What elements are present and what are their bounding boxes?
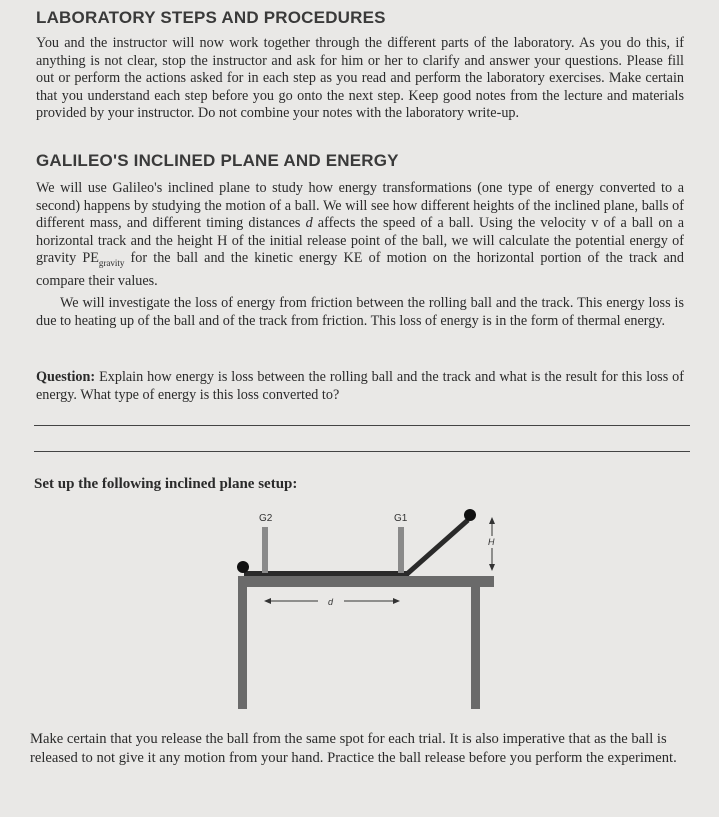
- galileo-p1-part-a: We will use Galileo's inclined plane to study how energy transformations (one type of energy converted to a second) happens by studying the motion of a ball. We will see how different heights of the inclined plane, balls of different mass, and different timing distances: [36, 180, 684, 232]
- gate-g1-label: G1: [394, 513, 408, 524]
- table-top: [238, 576, 494, 587]
- question-text: Explain how energy is loss between the rolling ball and the track and what is the result for this loss of energy. What type of energy is this loss converted to?: [36, 369, 684, 403]
- galileo-p1-part-b: affects the speed of a ball. Using the velocity v of a ball on a horizontal track and the height H of the initial release point of the ball, we will calculate the potential energy of gravity PE: [36, 215, 684, 267]
- inclined-plane-diagram: [230, 500, 510, 712]
- closing-paragraph: Make certain that you release the ball from the same spot for each trial. It is also imperative that as the ball is released to not give it any motion from your hand. Practice the ball release before you perform the experiment.: [30, 731, 677, 766]
- inclined-track: [407, 520, 468, 574]
- distance-arrow-head-right: [393, 598, 400, 604]
- galileo-paragraph-2: [36, 295, 684, 330]
- distance-label: d: [328, 597, 334, 607]
- ball-release: [464, 509, 476, 521]
- lab-steps-paragraph: You and the instructor will now work together through the different parts of the laboratory. As you do this, if anything is not clear, stop the instructor and ask for him or her to clarify and answer your questions. Please fill out or perform the actions asked for in each step as you read and perform the laboratory exercises. Make certain that you understand each step before you go onto the next step. Keep good notes from the lecture and materials provided by your instructor. Do not combine your notes with the laboratory write-up.: [36, 35, 684, 122]
- distance-arrow-head-left: [264, 598, 271, 604]
- table-leg-right: [471, 587, 480, 709]
- ball-end: [237, 561, 249, 573]
- section-title-galileo: GALILEO'S INCLINED PLANE AND ENERGY: [36, 151, 399, 170]
- answer-line-2[interactable]: [34, 451, 690, 452]
- galileo-paragraph-1: [36, 180, 684, 290]
- section-title-lab-steps: LABORATORY STEPS AND PROCEDURES: [36, 8, 386, 27]
- question-label: Question:: [36, 369, 96, 385]
- setup-label: Set up the following inclined plane setup:: [34, 476, 298, 492]
- answer-line-1[interactable]: [34, 425, 690, 426]
- height-label: H: [488, 537, 495, 547]
- question-paragraph: [36, 369, 684, 404]
- height-arrow-head-down: [489, 564, 495, 571]
- galileo-p1-d: d: [305, 215, 313, 232]
- photogate-g2: [262, 527, 268, 573]
- height-arrow-head-up: [489, 517, 495, 524]
- galileo-p2-text: We will investigate the loss of energy from friction between the rolling ball and the track. This energy loss is due to heating up of the ball and of the track from friction. This loss of energy is in the form of thermal energy.: [36, 295, 684, 329]
- photogate-g1: [398, 527, 404, 573]
- horizontal-track: [244, 571, 409, 576]
- galileo-p1-subscript: gravity: [98, 258, 125, 269]
- table-leg-left: [238, 587, 247, 709]
- gate-g2-label: G2: [259, 513, 273, 524]
- galileo-p1-part-c: for the ball and the kinetic energy KE of motion on the horizontal portion of the track and compare their values.: [36, 250, 684, 289]
